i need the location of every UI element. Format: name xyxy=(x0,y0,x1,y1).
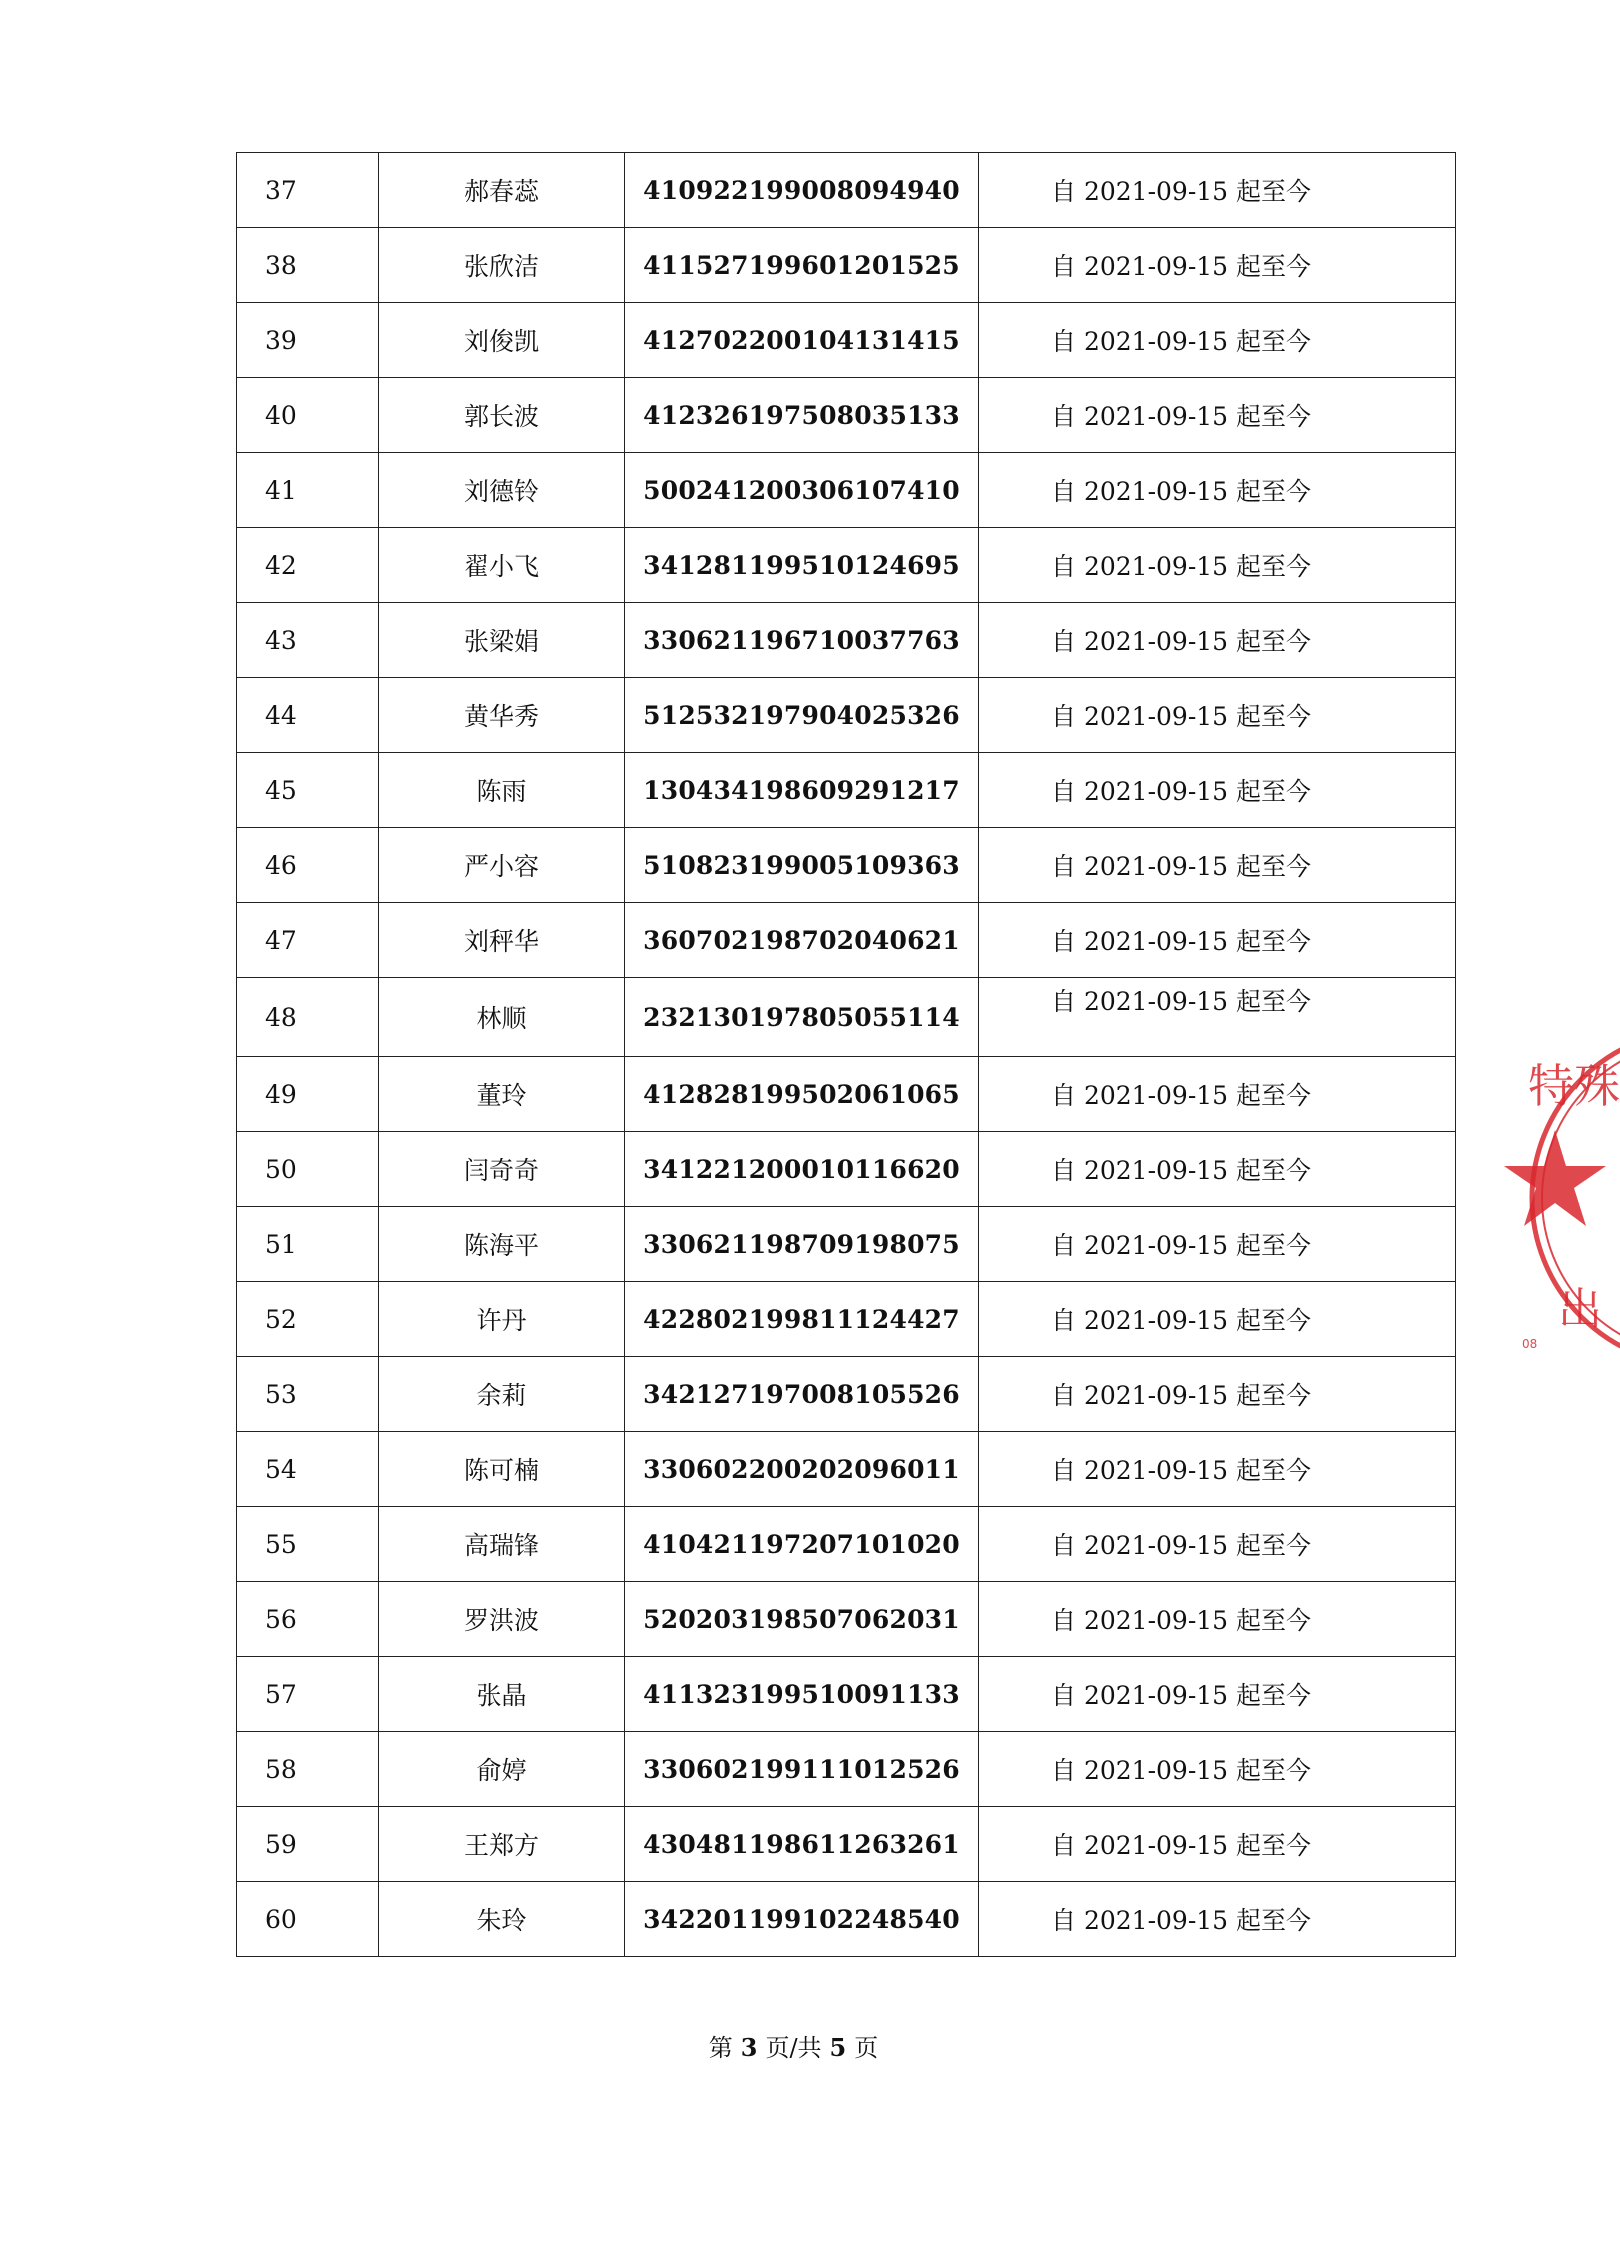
period-cell: 自 2021-09-15 起至今 xyxy=(979,1582,1456,1657)
row-number-cell: 55 xyxy=(237,1507,379,1582)
table-row xyxy=(237,153,1456,228)
id-number-cell: 510823199005109363 xyxy=(625,828,979,903)
id-number-cell: 500241200306107410 xyxy=(625,453,979,528)
table-row xyxy=(237,1357,1456,1432)
table-row xyxy=(237,303,1456,378)
period-cell: 自 2021-09-15 起至今 xyxy=(979,228,1456,303)
row-number-cell: 51 xyxy=(237,1207,379,1282)
name-cell: 许丹 xyxy=(379,1282,625,1357)
period-cell: 自 2021-09-15 起至今 xyxy=(979,753,1456,828)
id-number-cell: 341221200010116620 xyxy=(625,1132,979,1207)
table-row xyxy=(237,1507,1456,1582)
stamp-text-bottom: 出 xyxy=(1558,1284,1602,1335)
id-number-cell: 411527199601201525 xyxy=(625,228,979,303)
period-cell: 自 2021-09-15 起至今 xyxy=(979,1282,1456,1357)
current-page-number: 3 xyxy=(740,2033,758,2062)
period-cell: 自 2021-09-15 起至今 xyxy=(979,828,1456,903)
table-row xyxy=(237,528,1456,603)
table-row xyxy=(237,378,1456,453)
period-cell: 自 2021-09-15 起至今 xyxy=(979,1732,1456,1807)
row-number-cell: 59 xyxy=(237,1807,379,1882)
name-cell: 余莉 xyxy=(379,1357,625,1432)
table-row xyxy=(237,1282,1456,1357)
period-cell: 自 2021-09-15 起至今 xyxy=(979,603,1456,678)
id-number-cell: 520203198507062031 xyxy=(625,1582,979,1657)
period-cell: 自 2021-09-15 起至今 xyxy=(979,528,1456,603)
name-cell: 陈可楠 xyxy=(379,1432,625,1507)
period-cell: 自 2021-09-15 起至今 xyxy=(979,303,1456,378)
period-cell: 自 2021-09-15 起至今 xyxy=(979,678,1456,753)
name-cell: 张欣洁 xyxy=(379,228,625,303)
name-cell: 张晶 xyxy=(379,1657,625,1732)
period-cell: 自 2021-09-15 起至今 xyxy=(979,1657,1456,1732)
name-cell: 郝春蕊 xyxy=(379,153,625,228)
name-cell: 刘德铃 xyxy=(379,453,625,528)
table-row xyxy=(237,1432,1456,1507)
footer-prefix: 第 xyxy=(708,2034,733,2062)
id-number-cell: 330621196710037763 xyxy=(625,603,979,678)
row-number-cell: 42 xyxy=(237,528,379,603)
name-cell: 陈海平 xyxy=(379,1207,625,1282)
name-cell: 郭长波 xyxy=(379,378,625,453)
footer-suffix: 页 xyxy=(854,2034,879,2062)
footer-middle: 页/共 xyxy=(765,2034,822,2062)
personnel-table-body xyxy=(237,153,1456,1957)
period-cell: 自 2021-09-15 起至今 xyxy=(979,1057,1456,1132)
name-cell: 翟小飞 xyxy=(379,528,625,603)
name-cell: 高瑞锋 xyxy=(379,1507,625,1582)
id-number-cell: 430481198611263261 xyxy=(625,1807,979,1882)
name-cell: 朱玲 xyxy=(379,1882,625,1957)
row-number-cell: 60 xyxy=(237,1882,379,1957)
row-number-cell: 41 xyxy=(237,453,379,528)
id-number-cell: 342127197008105526 xyxy=(625,1357,979,1432)
name-cell: 刘秤华 xyxy=(379,903,625,978)
id-number-cell: 342201199102248540 xyxy=(625,1882,979,1957)
name-cell: 刘俊凯 xyxy=(379,303,625,378)
id-number-cell: 412828199502061065 xyxy=(625,1057,979,1132)
id-number-cell: 341281199510124695 xyxy=(625,528,979,603)
period-cell: 自 2021-09-15 起至今 xyxy=(979,1357,1456,1432)
row-number-cell: 46 xyxy=(237,828,379,903)
id-number-cell: 512532197904025326 xyxy=(625,678,979,753)
table-row xyxy=(237,1657,1456,1732)
row-number-cell: 43 xyxy=(237,603,379,678)
table-row xyxy=(237,753,1456,828)
row-number-cell: 37 xyxy=(237,153,379,228)
period-cell: 自 2021-09-15 起至今 xyxy=(979,1507,1456,1582)
period-cell: 自 2021-09-15 起至今 xyxy=(979,378,1456,453)
table-row xyxy=(237,603,1456,678)
period-cell: 自 2021-09-15 起至今 xyxy=(979,1807,1456,1882)
id-number-cell: 232130197805055114 xyxy=(625,978,979,1057)
row-number-cell: 49 xyxy=(237,1057,379,1132)
row-number-cell: 57 xyxy=(237,1657,379,1732)
row-number-cell: 50 xyxy=(237,1132,379,1207)
row-number-cell: 53 xyxy=(237,1357,379,1432)
id-number-cell: 360702198702040621 xyxy=(625,903,979,978)
table-row xyxy=(237,1207,1456,1282)
official-seal-stamp xyxy=(1510,1018,1620,1378)
table-row xyxy=(237,678,1456,753)
period-cell: 自 2021-09-15 起至今 xyxy=(979,1432,1456,1507)
name-cell: 闫奇奇 xyxy=(379,1132,625,1207)
row-number-cell: 58 xyxy=(237,1732,379,1807)
table-row xyxy=(237,1882,1456,1957)
table-row xyxy=(237,228,1456,303)
period-cell: 自 2021-09-15 起至今 xyxy=(979,1132,1456,1207)
table-row xyxy=(237,978,1456,1057)
period-cell: 自 2021-09-15 起至今 xyxy=(979,978,1456,1057)
table-row xyxy=(237,453,1456,528)
period-cell: 自 2021-09-15 起至今 xyxy=(979,903,1456,978)
personnel-table xyxy=(236,152,1456,1957)
row-number-cell: 52 xyxy=(237,1282,379,1357)
row-number-cell: 56 xyxy=(237,1582,379,1657)
table-row xyxy=(237,1132,1456,1207)
table-row xyxy=(237,903,1456,978)
row-number-cell: 38 xyxy=(237,228,379,303)
id-number-cell: 330621198709198075 xyxy=(625,1207,979,1282)
row-number-cell: 45 xyxy=(237,753,379,828)
period-cell: 自 2021-09-15 起至今 xyxy=(979,1207,1456,1282)
name-cell: 陈雨 xyxy=(379,753,625,828)
stamp-text-top: 特殊 xyxy=(1528,1059,1620,1113)
name-cell: 林顺 xyxy=(379,978,625,1057)
table-row xyxy=(237,1807,1456,1882)
row-number-cell: 39 xyxy=(237,303,379,378)
id-number-cell: 412326197508035133 xyxy=(625,378,979,453)
table-row xyxy=(237,1057,1456,1132)
name-cell: 王郑方 xyxy=(379,1807,625,1882)
name-cell: 俞婷 xyxy=(379,1732,625,1807)
stamp-star-icon xyxy=(1504,1130,1606,1226)
page-footer xyxy=(0,2028,1587,2063)
id-number-cell: 410922199008094940 xyxy=(625,153,979,228)
period-cell: 自 2021-09-15 起至今 xyxy=(979,153,1456,228)
name-cell: 罗洪波 xyxy=(379,1582,625,1657)
name-cell: 黄华秀 xyxy=(379,678,625,753)
table-row xyxy=(237,1732,1456,1807)
row-number-cell: 40 xyxy=(237,378,379,453)
id-number-cell: 412702200104131415 xyxy=(625,303,979,378)
name-cell: 董玲 xyxy=(379,1057,625,1132)
name-cell: 严小容 xyxy=(379,828,625,903)
row-number-cell: 47 xyxy=(237,903,379,978)
id-number-cell: 330602200202096011 xyxy=(625,1432,979,1507)
stamp-digits: 08 xyxy=(1522,1337,1538,1351)
id-number-cell: 410421197207101020 xyxy=(625,1507,979,1582)
id-number-cell: 422802199811124427 xyxy=(625,1282,979,1357)
id-number-cell: 330602199111012526 xyxy=(625,1732,979,1807)
table-row xyxy=(237,828,1456,903)
period-cell: 自 2021-09-15 起至今 xyxy=(979,453,1456,528)
id-number-cell: 130434198609291217 xyxy=(625,753,979,828)
row-number-cell: 54 xyxy=(237,1432,379,1507)
name-cell: 张梁娟 xyxy=(379,603,625,678)
row-number-cell: 44 xyxy=(237,678,379,753)
row-number-cell: 48 xyxy=(237,978,379,1057)
period-cell: 自 2021-09-15 起至今 xyxy=(979,1882,1456,1957)
table-row xyxy=(237,1582,1456,1657)
id-number-cell: 411323199510091133 xyxy=(625,1657,979,1732)
total-page-count: 5 xyxy=(829,2033,847,2062)
